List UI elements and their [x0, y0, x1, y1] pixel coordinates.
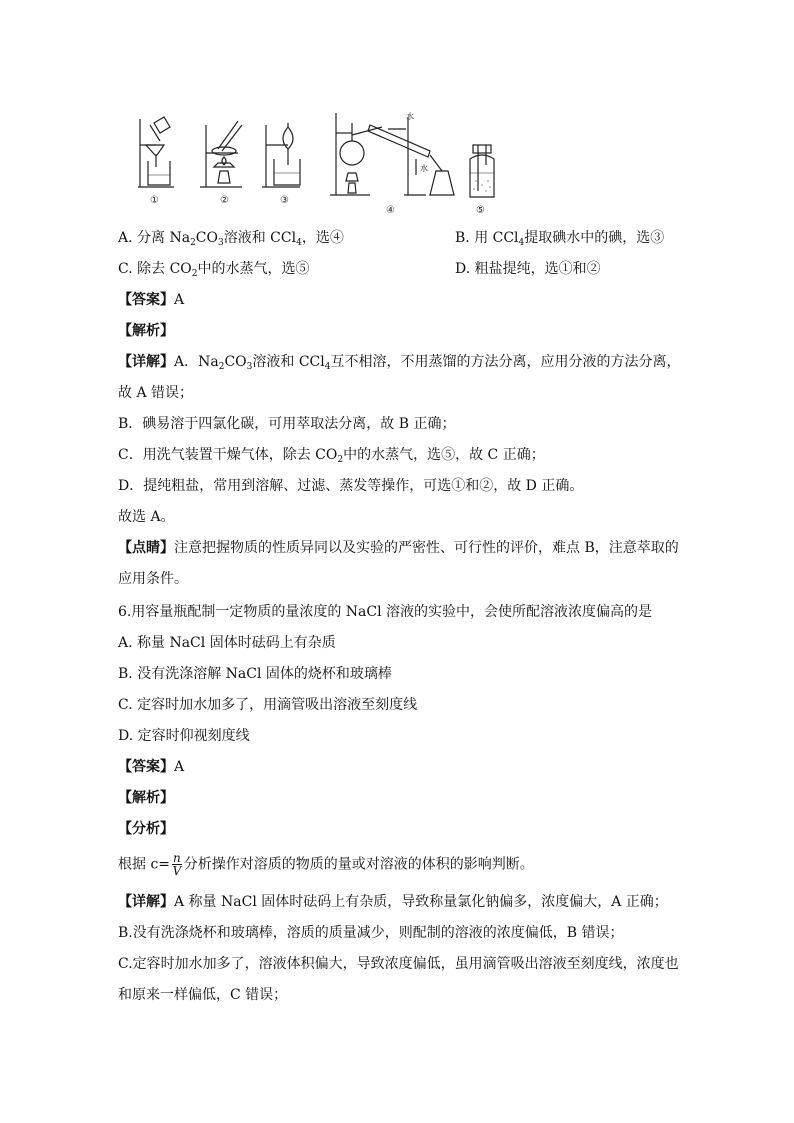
q6-option-a: A. 称量 NaCl 固体时砝码上有杂质	[118, 635, 336, 651]
q5-comment-line-1: 【点睛】注意把握物质的性质异同以及实验的严密性、可行性的评价，难点 B，注意萃取的	[118, 540, 679, 556]
water-out-label: 水	[406, 112, 414, 121]
q6-stem: 6.用容量瓶配制一定物质的量浓度的 NaCl 溶液的实验中，会使所配溶液浓度偏高的是	[118, 604, 653, 620]
figure-label-4: ④	[386, 205, 395, 216]
formula-fraction: $\frac{n}{V}$	[172, 851, 182, 878]
figure-label-3: ③	[280, 195, 289, 206]
figure-label-1: ①	[150, 195, 159, 206]
q5-comment-line-2: 应用条件。	[118, 571, 188, 587]
water-in-label: 水	[420, 164, 428, 173]
q5-detail-line-3: B．碘易溶于四氯化碳，可用萃取法分离，故 B 正确；	[118, 416, 456, 432]
q5-option-c: C. 除去 $CO_2$中的水蒸气，选⑤	[118, 261, 310, 279]
q5-detail-line-2: 故 A 错误；	[118, 385, 194, 401]
q5-answer: 【答案】A	[118, 292, 185, 308]
q6-analysis2-heading: 【分析】	[118, 821, 174, 837]
figure-label-5: ⑤	[476, 205, 485, 216]
q6-detail-line-1: 【详解】A 称量 NaCl 固体时砝码上有杂质，导致称量氯化钠偏多，浓度偏大，A 正确；	[118, 894, 668, 910]
q6-option-c: C. 定容时加水加多了，用滴管吸出溶液至刻度线	[118, 697, 418, 713]
q6-detail-line-2: B.没有洗涤烧杯和玻璃棒，溶质的质量减少，则配制的溶液的浓度偏低，B 错误；	[118, 925, 624, 941]
q5-option-b: B. 用 CCl$_4$提取碘水中的碘，选③	[455, 230, 665, 248]
separatory-funnel-icon	[262, 123, 300, 187]
apparatus-figure	[130, 105, 510, 217]
q5-detail-line-1: 【详解】A．$Na_2CO_3$溶液和 CCl$_4$互不相溶，不用蒸馏的方法分离，应用分液的方法分离，	[118, 354, 681, 372]
q6-basis: 根据 c= $\frac{n}{V}$ 分析操作对溶质的物质的量或对溶液的体积的影响判断。	[118, 851, 534, 878]
distillation-apparatus-icon	[330, 113, 454, 195]
figure-label-2: ②	[220, 195, 229, 206]
q6-detail-line-3: C.定容时加水加多了，溶液体积偏大，导致浓度偏低，虽用滴管吸出溶液至刻度线，浓度也	[118, 956, 679, 972]
q5-detail-line-4: C．用洗气装置干燥气体，除去 $CO_2$中的水蒸气，选⑤，故 C 正确；	[118, 447, 545, 465]
q6-answer: 【答案】A	[118, 759, 185, 775]
q5-option-d: D. 粗盐提纯，选①和②	[455, 261, 601, 277]
q5-option-a: A. 分离 $Na_2CO_3$溶液和 CCl$_4$，选④	[118, 230, 344, 248]
q5-detail-line-5: D．提纯粗盐，常用到溶解、过滤、蒸发等操作，可选①和②，故 D 正确。	[118, 478, 584, 494]
q6-analysis-heading: 【解析】	[118, 790, 174, 806]
evaporation-apparatus-icon	[200, 121, 242, 187]
q5-analysis-heading: 【解析】	[118, 323, 174, 339]
q6-detail-line-4: 和原来一样偏低，C 错误；	[118, 987, 288, 1003]
filtration-apparatus-icon	[138, 117, 174, 187]
q6-option-b: B. 没有洗涤溶解 NaCl 固体的烧杯和玻璃棒	[118, 666, 392, 682]
q5-conclusion: 故选 A。	[118, 509, 175, 525]
q6-option-d: D. 定容时仰视刻度线	[118, 728, 250, 744]
